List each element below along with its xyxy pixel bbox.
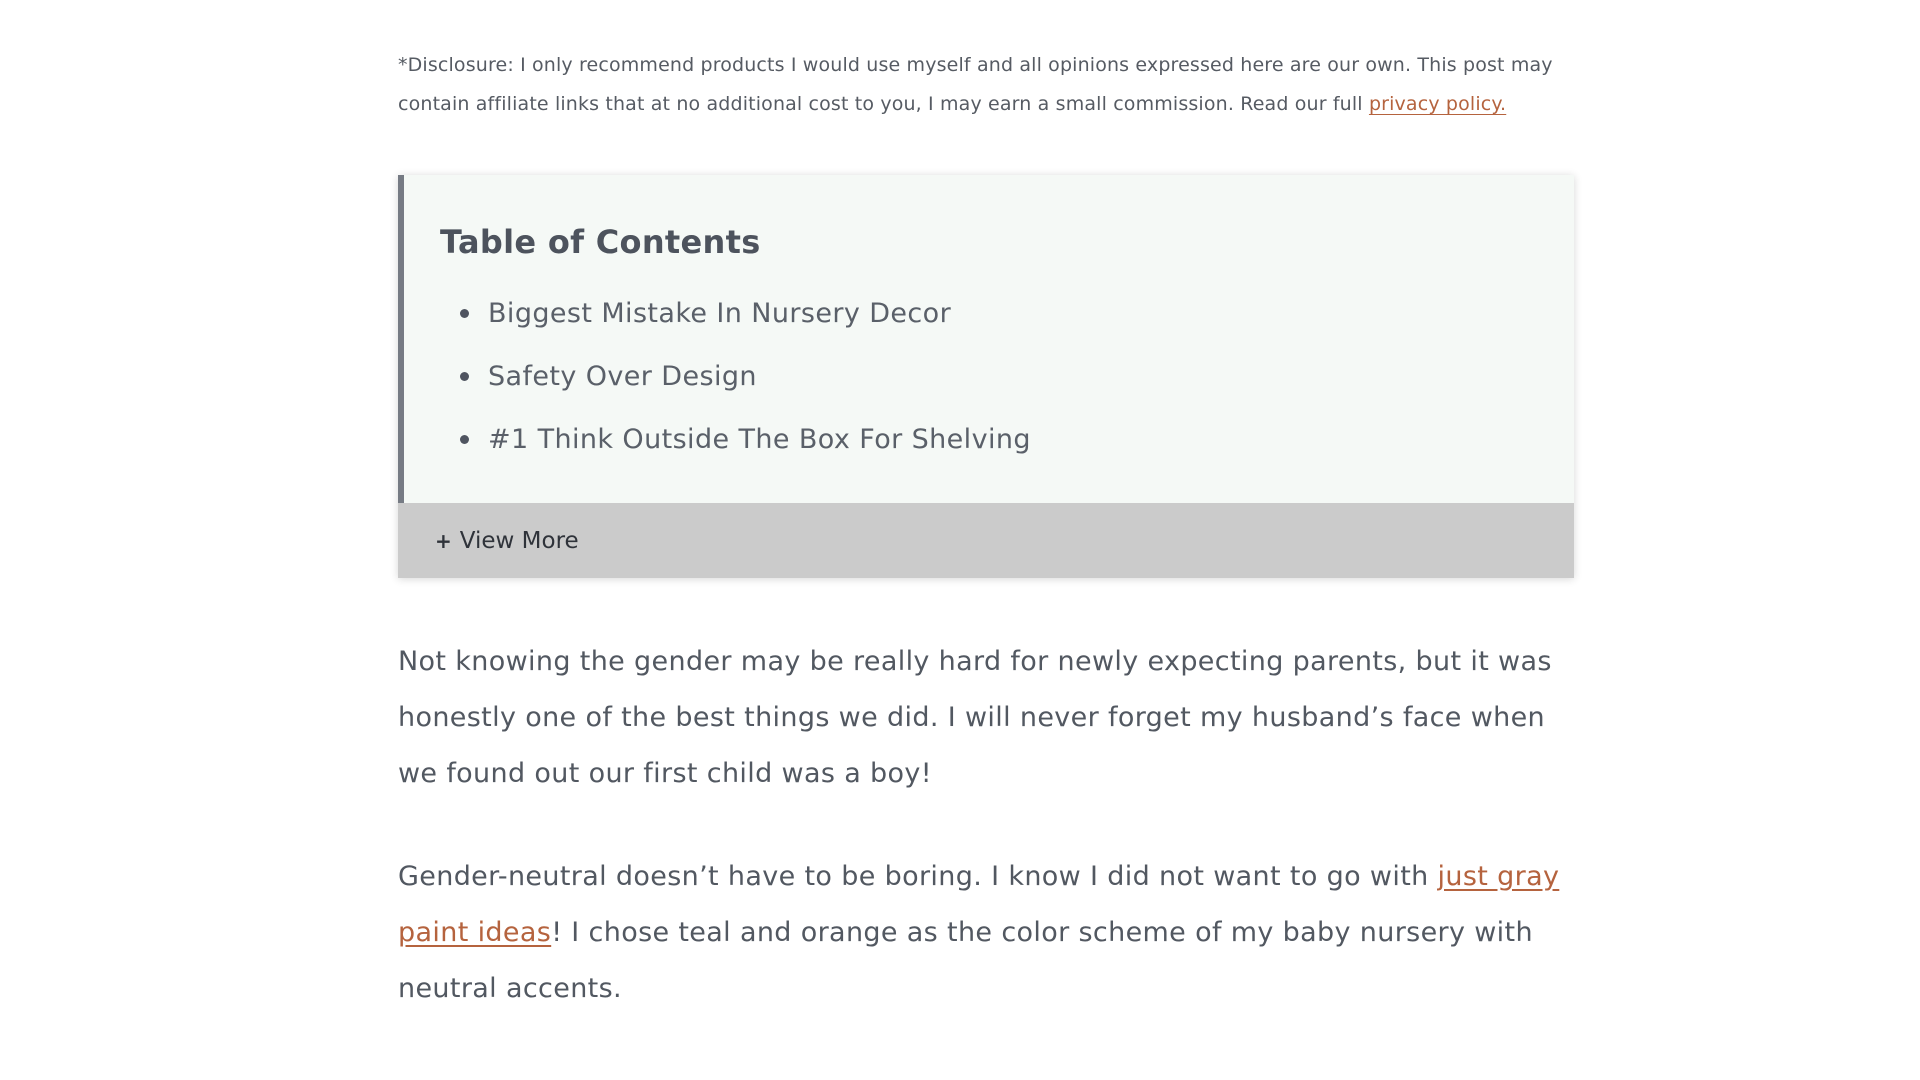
bullet-icon <box>460 435 469 444</box>
toc-title: Table of Contents <box>440 223 761 261</box>
privacy-policy-link[interactable]: privacy policy. <box>1368 93 1507 115</box>
toc-item-label: Safety Over Design <box>488 361 757 392</box>
view-more-label: View More <box>459 527 579 554</box>
toc-body <box>404 175 1574 503</box>
paragraph-color-scheme <box>398 849 1574 1017</box>
gray-paint-ideas-link[interactable]: just gray paint ideas <box>398 861 1560 948</box>
disclosure-text <box>398 46 1574 124</box>
bullet-icon <box>460 372 469 381</box>
toc-item-label: #1 Think Outside The Box For Shelving <box>488 424 1031 455</box>
toc-list <box>440 282 1574 471</box>
table-of-contents <box>398 175 1574 578</box>
toc-item-safety-over-design[interactable] <box>488 345 1574 408</box>
toc-item-label: Biggest Mistake In Nursery Decor <box>488 298 952 329</box>
view-more-button[interactable] <box>398 503 1574 578</box>
paragraph-gender-surprise: Not knowing the gender may be really hard for newly expecting parents, but it was honestly one of the best things we did. I will never forget my husband’s face when we found out our first child was a boy! <box>398 646 1552 789</box>
paragraph-text-after-link: ! I chose teal and orange as the color scheme of my baby nursery with neutral accents. <box>398 917 1533 1004</box>
bullet-icon <box>460 309 469 318</box>
toc-item-biggest-mistake[interactable] <box>488 282 1574 345</box>
disclosure-body: *Disclosure: I only recommend products I would use myself and all opinions expressed here are our own. This post may contain affiliate links that at no additional cost to you, I may earn a small commission. Read our full <box>398 54 1553 115</box>
plus-icon: + <box>435 528 452 553</box>
toc-item-think-outside-box[interactable] <box>488 408 1574 471</box>
article-content <box>398 46 1574 1017</box>
paragraph-text-before-link: Gender-neutral doesn’t have to be boring. I know I did not want to go with <box>398 861 1438 892</box>
